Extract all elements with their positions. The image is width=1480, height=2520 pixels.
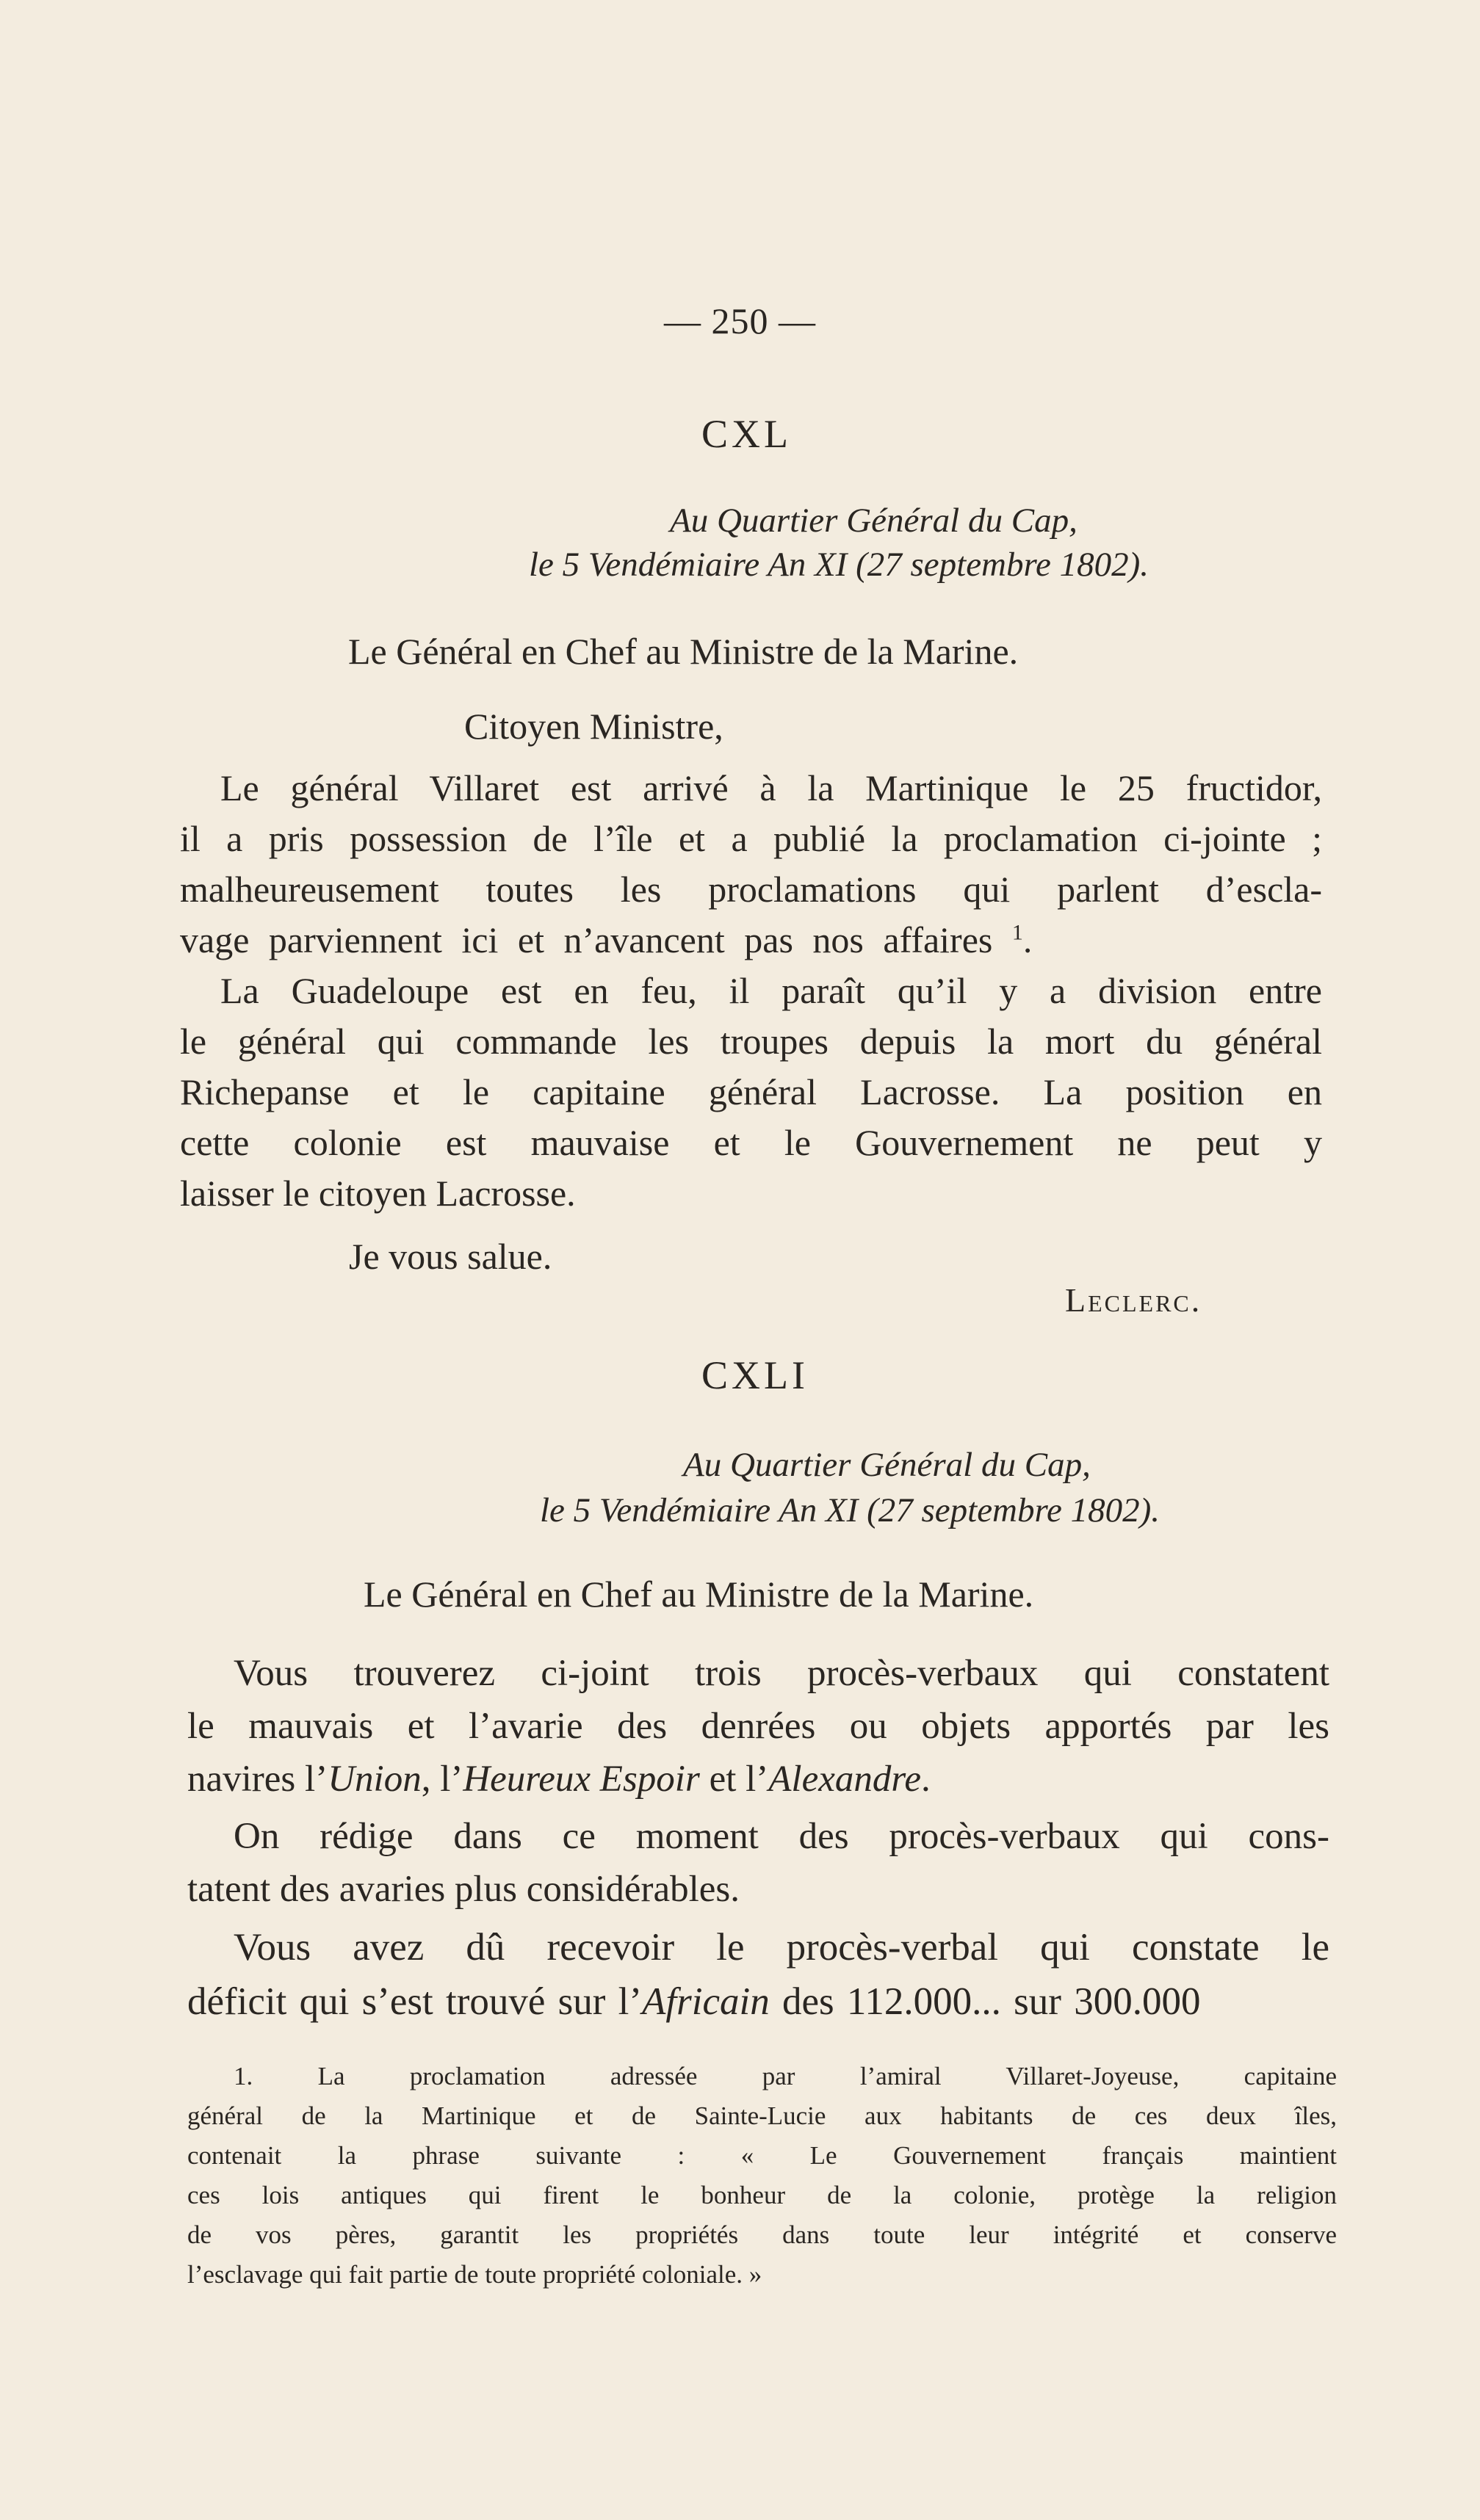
footnote-line: ces lois antiques qui firent le bonheur de la colonie, protège la religion [187,2181,1337,2209]
body-line: cette colonie est mauvaise et le Gouvernement ne peut y [180,1122,1322,1163]
ship-name: Union [328,1759,422,1800]
body-line: le mauvais et l’avarie des denrées ou objets apportés par les [187,1706,1329,1747]
body-line: La Guadeloupe est en feu, il paraît qu’il y a division entre [220,970,1322,1011]
ship-name: Heureux Espoir [463,1759,700,1800]
body-line: laisser le citoyen Lacrosse. [180,1173,576,1214]
footnote-line: 1. La proclamation adressée par l’amiral Villaret-Joyeuse, capitaine [234,2062,1337,2090]
body-line [187,1758,931,1800]
letter-address: Le Général en Chef au Ministre de la Marine. [364,1574,1034,1615]
closing: Je vous salue. [349,1236,552,1277]
letter-numeral: CXL [701,412,792,456]
body-line: il a pris possession de l’île et a publié la proclamation ci-jointe ; [180,818,1322,859]
body-line: vage parviennent ici et n’avancent pas nos affaires $^1$. [180,919,1033,960]
body-line: le général qui commande les troupes depuis la mort du général [180,1021,1322,1062]
letter-salutation: Citoyen Ministre, [464,706,723,747]
letter-place: Au Quartier Général du Cap, [683,1446,1091,1484]
body-line: Vous trouverez ci-joint trois procès-verbaux qui constatent [234,1653,1329,1694]
signature: Leclerc. [1065,1281,1202,1319]
body-line [187,1980,1200,2024]
page-number: — 250 — [664,300,816,341]
letter-place: Au Quartier Général du Cap, [670,502,1077,540]
footnote-line: général de la Martinique et de Sainte-Lucie aux habitants de ces deux îles, [187,2101,1337,2130]
text-run: , l’ [421,1759,463,1800]
footnote-line: l’esclavage qui fait partie de toute propriété coloniale. » [187,2260,762,2289]
body-line: On rédige dans ce moment des procès-verbaux qui cons- [234,1816,1329,1857]
footnote-ref: 1 [1011,920,1023,945]
letter-date: le 5 Vendémiaire An XI (27 septembre 1802). [529,546,1149,584]
body-line: Vous avez dû recevoir le procès-verbal qui constate le [234,1926,1329,1969]
letter-numeral: CXLI [701,1353,809,1397]
text-run: des 112.000... sur 300.000 [769,1980,1201,2023]
text-run: navires l’ [187,1759,328,1800]
body-line: Richepanse et le capitaine général Lacrosse. La position en [180,1071,1322,1112]
ship-name: Alexandre [768,1759,921,1800]
letter-date: le 5 Vendémiaire An XI (27 septembre 1802). [540,1491,1160,1529]
body-line: malheureusement toutes les proclamations qui parlent d’escla- [180,869,1322,910]
footnote-line: contenait la phrase suivante : « Le Gouvernement français maintient [187,2141,1337,2170]
body-line: tatent des avaries plus considérables. [187,1869,740,1910]
footnote-line: de vos pères, garantit les propriétés dans toute leur intégrité et conserve [187,2220,1337,2249]
body-line: Le général Villaret est arrivé à la Martinique le 25 fructidor, [220,767,1322,808]
text-run: et l’ [699,1759,769,1800]
body-line-text: vage parviennent ici et n’avancent pas nos affaires [180,919,993,960]
text-run: déficit qui s’est trouvé sur l’ [187,1980,643,2023]
ship-name: Africain [642,1980,770,2023]
text-run: . [920,1759,931,1800]
letter-address: Le Général en Chef au Ministre de la Marine. [348,631,1019,672]
